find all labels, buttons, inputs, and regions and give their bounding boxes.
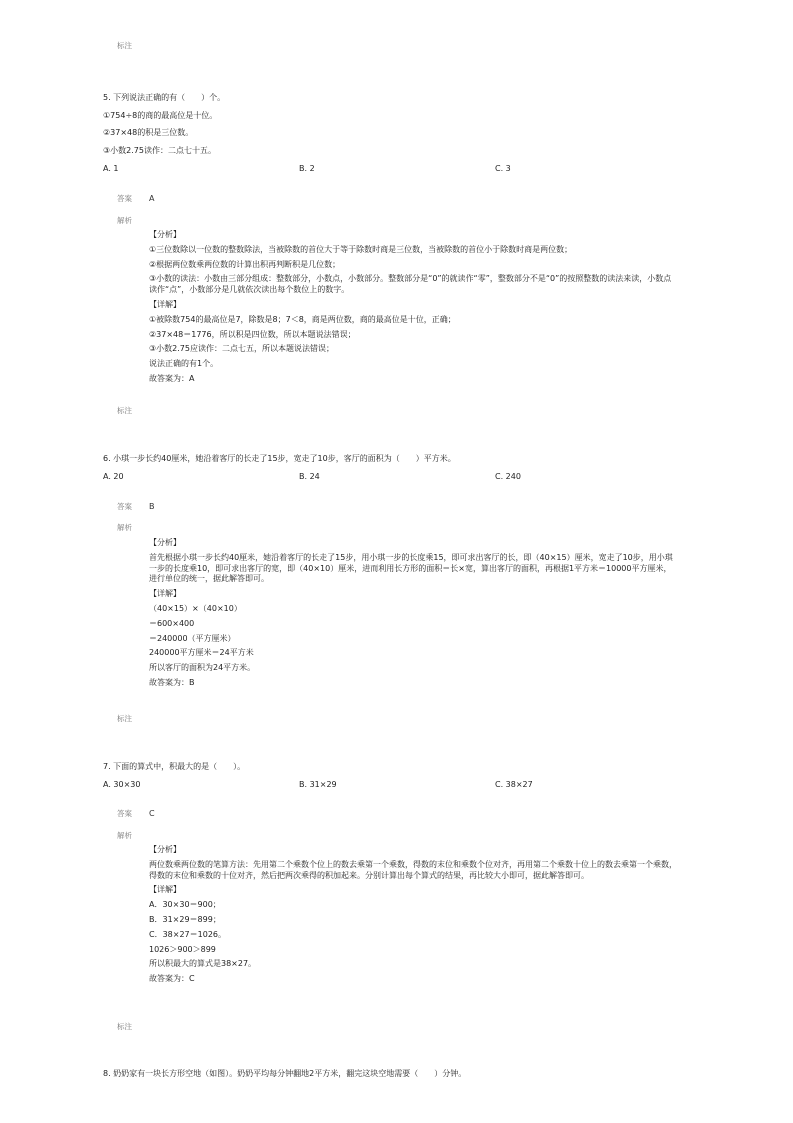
q7-analysis-label: 解析 [117, 831, 132, 840]
q7-answer-row [117, 809, 155, 820]
q5-analysis-line: ②根据两位数乘两位数的计算出积再判断积是几位数； [149, 259, 341, 269]
q6-analysis-line: 【分析】 [149, 538, 181, 547]
q5-mark: 标注 [117, 406, 132, 415]
q5-option-c[interactable]: C. 3 [495, 164, 511, 173]
q5-option-b[interactable]: B. 2 [299, 164, 315, 173]
q6-analysis-line: ＝240000（平方厘米） [149, 633, 236, 643]
q7-answer-value: C [149, 809, 155, 818]
q5-analysis-line: ③小数2.75应读作：二点七五，所以本题说法错误； [149, 344, 334, 354]
q6-option-a[interactable]: A. 20 [103, 472, 124, 481]
q7-option-a[interactable]: A. 30×30 [103, 780, 141, 789]
q6-analysis-line: 所以客厅的面积为24平方米。 [149, 663, 256, 673]
q7-option-c[interactable]: C. 38×27 [495, 780, 533, 789]
q6-mark: 标注 [117, 714, 132, 723]
q7-analysis-line: 所以积最大的算式是38×27。 [149, 959, 257, 969]
q7-analysis-line: C．38×27＝1026。 [149, 929, 227, 939]
q7-option-b[interactable]: B. 31×29 [299, 780, 337, 789]
q6-analysis-line: ＝600×400 [149, 618, 195, 628]
q6-option-c[interactable]: C. 240 [495, 472, 521, 481]
q5-analysis-line: ①三位数除以一位数的整数除法，当被除数的首位大于等于除数时商是三位数，当被除数的首位小于除数时商是两位数； [149, 244, 573, 254]
q6-analysis-label: 解析 [117, 523, 132, 532]
q5-statement-2: ②37×48的积是三位数。 [103, 128, 194, 137]
q5-answer-row [117, 194, 155, 205]
top-mark: 标注 [117, 41, 132, 50]
q7-options [103, 780, 693, 792]
q5-analysis-line: ①被除数754的最高位是7，除数是8；7＜8，商是两位数，商的最高位是十位，正确； [149, 314, 456, 324]
q7-stem: 7. 下面的算式中，积最大的是（ ）。 [103, 762, 246, 771]
q6-analysis-line: 故答案为：B [149, 677, 195, 687]
q6-answer-value: B [149, 502, 155, 511]
q6-options [103, 472, 693, 484]
q7-analysis-line: 1026＞900＞899 [149, 944, 216, 954]
q6-stem: 6. 小琪一步长约40厘米，她沿着客厅的长走了15步，宽走了10步，客厅的面积为（ ）平方米。 [103, 454, 456, 463]
q7-analysis-line: 两位数乘两位数的笔算方法：先用第二个乘数个位上的数去乘第一个乘数，得数的末位和乘数个位对齐，再用第二个乘数十位上的数去乘第一个乘数，得数的末位和乘数的十位对齐，然后把两次乘得的积加起来。分别计算出每个算式的结果，再比较大小即可，据此解答即可。 [149, 859, 677, 880]
q5-analysis [149, 230, 679, 389]
q7-mark: 标注 [117, 1022, 132, 1031]
q6-answer-label: 答案 [117, 502, 132, 511]
q7-analysis-line: A．30×30＝900； [149, 900, 221, 910]
q5-option-a[interactable]: A. 1 [103, 164, 119, 173]
q5-analysis-line: 【详解】 [149, 299, 181, 309]
q6-analysis-line: （40×15）×（40×10） [149, 603, 242, 613]
q5-analysis-line: ③小数的读法：小数由三部分组成：整数部分，小数点，小数部分。整数部分是“0”的就读作“零”，整数部分不是“0”的按照整数的读法来读，小数点读作“点”，小数部分是几就依次读出每个数位上的数字。 [149, 274, 672, 295]
q5-answer-value: A [149, 194, 155, 203]
q5-analysis-line: 故答案为：A [149, 373, 195, 383]
q6-analysis-line: 首先根据小琪一步长约40厘米，她沿着客厅的长走了15步，用小琪一步的长度乘15，即可求出客厅的长，即（40×15）厘米，宽走了10步，用小琪一步的长度乘10，即可求出客厅的宽，即（40×10）厘米，进而利用长方形的面积＝长×宽，算出客厅的面积，再根据1平方米＝10000平方厘米，进行单位的统一，据此解答即可。 [149, 552, 673, 584]
q6-option-b[interactable]: B. 24 [299, 472, 320, 481]
q7-analysis [149, 845, 679, 989]
q5-statement-3: ③小数2.75读作：二点七十五。 [103, 146, 216, 155]
q5-options [103, 164, 693, 176]
q5-stem: 5. 下列说法正确的有（ ）个。 [103, 93, 226, 102]
q6-answer-row [117, 502, 155, 513]
q5-analysis-line: ②37×48＝1776，所以积是四位数，所以本题说法错误； [149, 329, 356, 339]
q6-analysis-line: 【详解】 [149, 589, 181, 599]
q7-analysis-line: B．31×29＝899； [149, 914, 221, 924]
q7-analysis-line: 【详解】 [149, 885, 181, 895]
q7-analysis-line: 【分析】 [149, 845, 181, 854]
q7-answer-label: 答案 [117, 809, 132, 818]
q6-analysis [149, 538, 679, 693]
q5-analysis-label: 解析 [117, 216, 132, 225]
q6-analysis-line: 240000平方厘米＝24平方米 [149, 648, 254, 658]
q5-analysis-line: 【分析】 [149, 230, 181, 239]
q8-stem: 8. 奶奶家有一块长方形空地（如图）。奶奶平均每分钟翻地2平方米，翻完这块空地需要（ ）分钟。 [103, 1069, 467, 1078]
q5-statement-1: ①754÷8的商的最高位是十位。 [103, 111, 218, 120]
q5-analysis-line: 说法正确的有1个。 [149, 359, 219, 369]
q5-answer-label: 答案 [117, 194, 132, 203]
q7-analysis-line: 故答案为：C [149, 974, 195, 984]
